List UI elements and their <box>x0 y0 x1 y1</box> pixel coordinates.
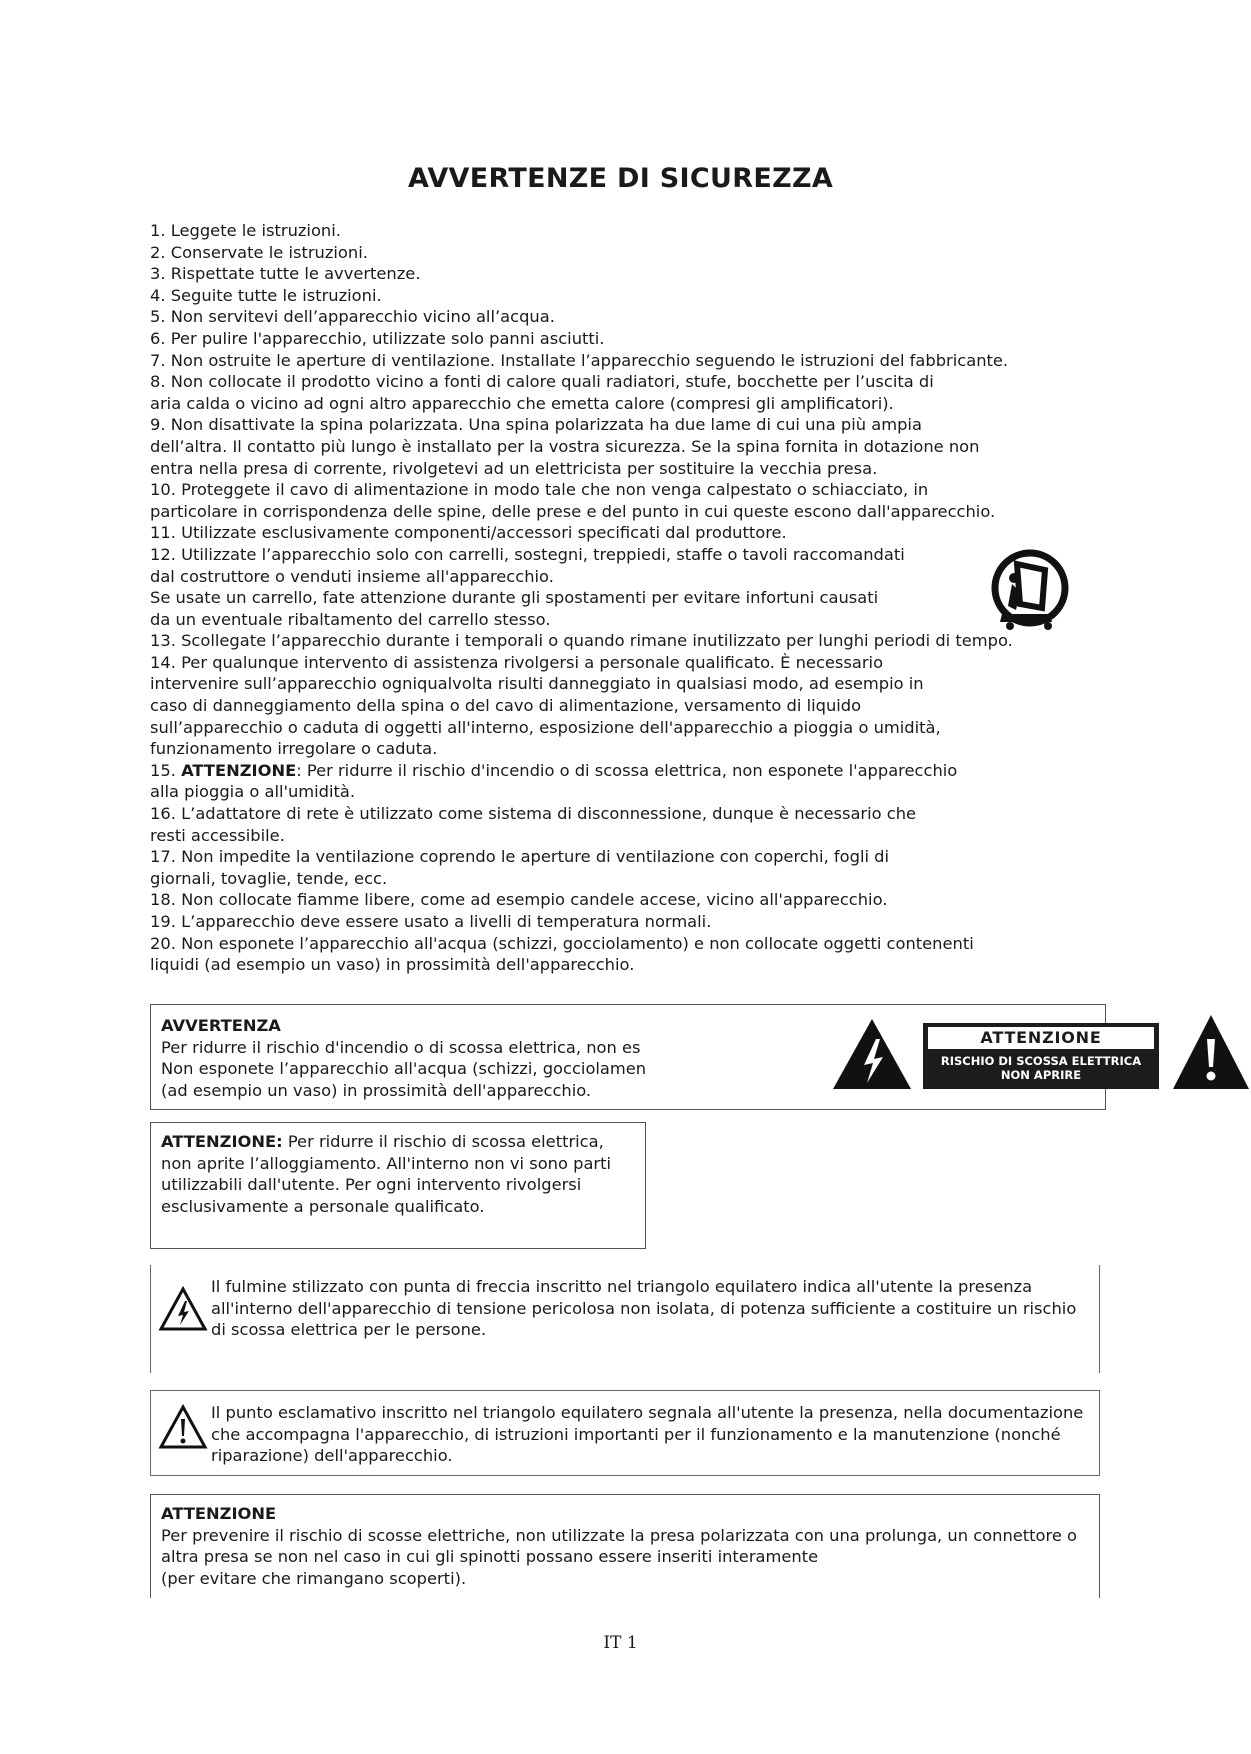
caution-label-title: ATTENZIONE <box>928 1027 1154 1049</box>
list-item-prefix: 15. <box>150 760 182 780</box>
caution-label <box>923 1023 1159 1089</box>
attention-bold: ATTENZIONE: <box>161 1132 283 1151</box>
list-item: 20. Non esponete l’apparecchio all'acqua (schizzi, gocciolamento) e non collocate oggetti contenenti liquidi (ad esempio un vaso) in prossimità dell'apparecchio. <box>150 933 974 975</box>
list-item: 3. Rispettate tutte le avvertenze. <box>150 264 421 284</box>
list-item: 1. Leggete le istruzioni. <box>150 221 341 240</box>
list-item: 16. L’adattatore di rete è utilizzato come sistema di disconnessione, dunque è necessario che resti accessibile. <box>150 804 917 845</box>
exclamation-symbol-text: Il punto esclamativo inscritto nel triangolo equilatero segnala all'utente la presenza, nella documentazione che accompagna l'apparecchio, di istruzioni importanti per il funzionamento e la manutenzione (nonché riparazione) dell'apparecchio. <box>211 1403 1084 1466</box>
lightning-triangle-outline-icon <box>159 1287 207 1331</box>
list-item-15 <box>150 760 1110 803</box>
warning-text <box>161 1015 701 1101</box>
list-item: 14. Per qualunque intervento di assistenza rivolgersi a personale qualificato. È necessario intervenire sull’apparecchio ogniqualvolta risulti danneggiato in qualsiasi modo, ad esempio in caso di danneggiamento della spina o del cavo di alimentazione, versamento di liquido sull’apparecchio o caduta di oggetti all'interno, esposizione dell'apparecchio a pioggia o umidità, funzionamento irregolare o caduta. <box>150 652 941 759</box>
list-item: 13. Scollegate l’apparecchio durante i temporali o quando rimane inutilizzato per lunghi periodi di tempo. <box>150 631 1013 651</box>
attention-body: Per ridurre il rischio di scossa elettrica, non aprite l’alloggiamento. All'interno non vi sono parti utilizzabili dall'utente. Per ogni intervento rivolgersi esclusivamente a personale qualificato. <box>161 1132 612 1216</box>
list-item: 7. Non ostruite le aperture di ventilazione. Installate l’apparecchio seguendo le istruzioni del fabbricante. <box>150 350 1009 370</box>
caution-label-line: RISCHIO DI SCOSSA ELETTRICA <box>940 1054 1142 1068</box>
lightning-triangle-icon <box>831 1017 913 1091</box>
page-number: IT 1 <box>603 1633 638 1653</box>
list-item: 19. L’apparecchio deve essere usato a livelli di temperatura normali. <box>150 912 712 931</box>
exclamation-triangle-outline-icon <box>159 1405 207 1449</box>
list-item: 9. Non disattivate la spina polarizzata. Una spina polarizzata ha due lame di cui una più ampia dell’altra. Il contatto più lungo è installato per la vostra sicurezza. Se la spina fornita in dotazione non entra nella presa di corrente, rivolgetevi ad un elettricista per sostituire la vecchia presa. <box>150 415 980 478</box>
list-item-text: : Per ridurre il rischio d'incendio o di scossa elettrica, non esponete l'apparecchio alla pioggia o all'umidità. <box>150 760 958 802</box>
exclamation-triangle-icon <box>1171 1013 1251 1091</box>
caution-label-line: NON APRIRE <box>1000 1068 1082 1082</box>
list-item: 18. Non collocate fiamme libere, come ad esempio candele accese, vicino all'apparecchio. <box>150 890 888 910</box>
exclamation-symbol-section <box>150 1390 1100 1476</box>
warning-line: (ad esempio un vaso) in prossimità dell'apparecchio. <box>161 1080 592 1100</box>
list-item: 8. Non collocate il prodotto vicino a fonti di calore quali radiatori, stufe, bocchette per l’uscita di aria calda o vicino ad ogni altro apparecchio che emetta calore (compresi gli amplificatori). <box>150 372 934 413</box>
list-item: 4. Seguite tutte le istruzioni. <box>150 285 382 305</box>
list-item: 11. Utilizzate esclusivamente componenti/accessori specificati dal produttore. <box>150 523 787 543</box>
list-item: 17. Non impedite la ventilazione coprendo le aperture di ventilazione con coperchi, fogli di giornali, tovaglie, tende, ecc. <box>150 847 890 888</box>
list-item-bold: ATTENZIONE <box>181 760 297 780</box>
cart-warning-icon <box>990 548 1070 634</box>
warning-heading: AVVERTENZA <box>161 1016 281 1035</box>
polarized-plug-box <box>150 1494 1100 1598</box>
list-item: 2. Conservate le istruzioni. <box>150 242 368 262</box>
warning-line: Non esponete l’apparecchio all'acqua (schizzi, gocciolamen <box>161 1059 647 1079</box>
polarized-body: Per prevenire il rischio di scosse elettriche, non utilizzate la presa polarizzata con una prolunga, un connettore o altra presa se non nel caso in cui gli spinotti possano essere inseriti interamente (per evitare che rimangano scoperti). <box>161 1525 1078 1588</box>
list-item: 12. Utilizzate l’apparecchio solo con carrelli, sostegni, treppiedi, staffe o tavoli raccomandati dal costruttore o venduti insieme all'apparecchio. Se usate un carrello, fate attenzione durante gli spostamenti per evitare infortuni causati da un eventuale ribaltamento del carrello stesso. <box>150 544 905 629</box>
lightning-symbol-section <box>150 1265 1100 1373</box>
warning-line: Per ridurre il rischio d'incendio o di scossa elettrica, non es <box>161 1037 641 1057</box>
list-item: 5. Non servitevi dell’apparecchio vicino all’acqua. <box>150 307 555 327</box>
page-title: AVVERTENZE DI SICUREZZA <box>407 163 834 194</box>
safety-list <box>150 220 1110 976</box>
attention-text <box>161 1131 639 1217</box>
list-item: 10. Proteggete il cavo di alimentazione in modo tale che non venga calpestato o schiacciato, in particolare in corrispondenza delle spine, delle prese e del punto in cui queste escono dall'apparecchio. <box>150 480 996 521</box>
list-item: 6. Per pulire l'apparecchio, utilizzate solo panni asciutti. <box>150 328 605 348</box>
attention-box <box>150 1122 646 1249</box>
warning-box <box>150 1004 1142 1110</box>
polarized-heading: ATTENZIONE <box>161 1504 277 1523</box>
lightning-symbol-text: Il fulmine stilizzato con punta di freccia inscritto nel triangolo equilatero indica all'utente la presenza all'interno dell'apparecchio di tensione pericolosa non isolata, di potenza sufficiente a costituire un rischio di scossa elettrica per le persone. <box>211 1277 1077 1340</box>
polarized-plug-text <box>161 1503 1091 1589</box>
